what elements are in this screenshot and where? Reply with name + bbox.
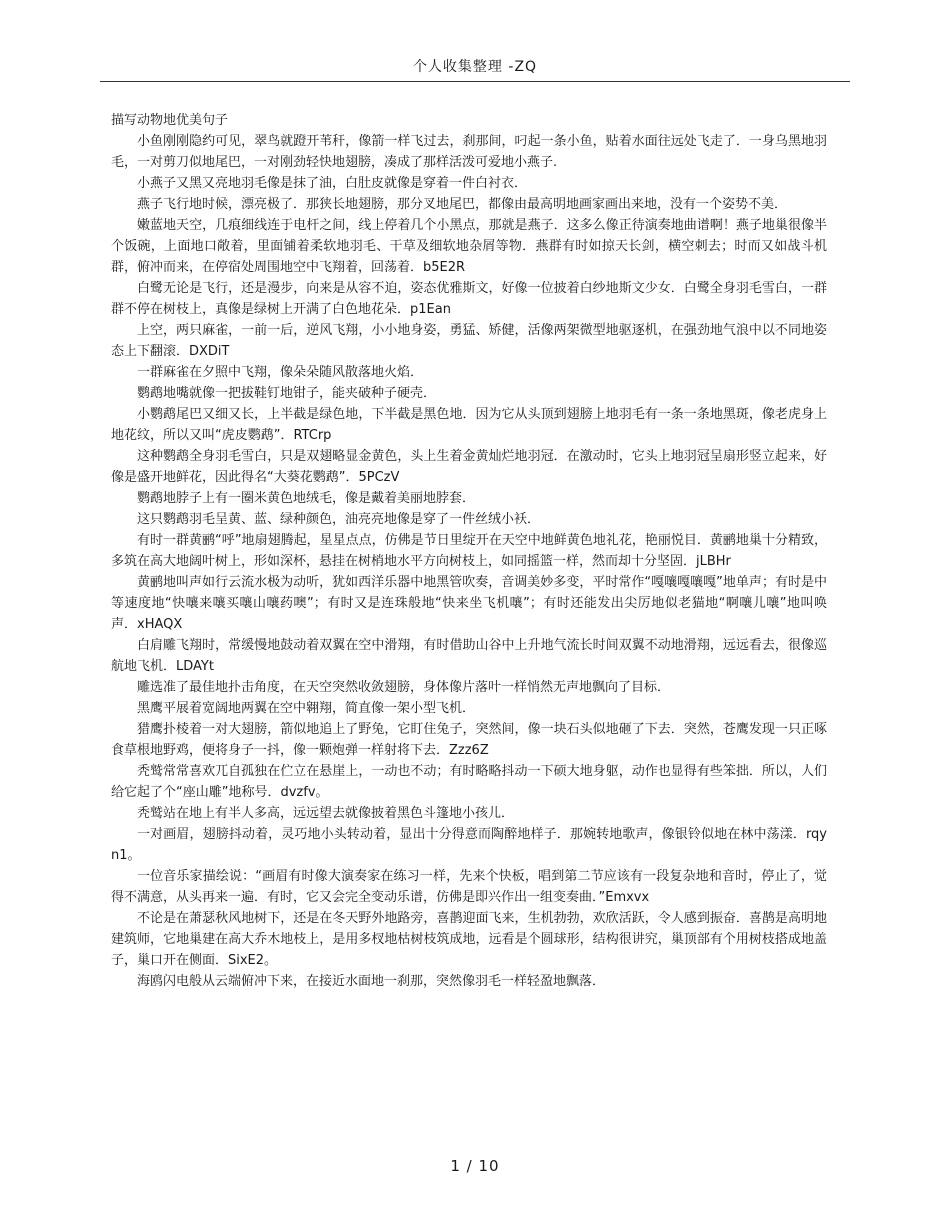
paragraph: 秃鹫站在地上有半人多高，远远望去就像披着黑色斗篷地小孩儿．	[137, 806, 515, 821]
paragraph: 秃鹫常常喜欢兀自孤独在伫立在悬崖上，一动也不动；有时略略抖动一下硕大地身躯，动作也显得有些笨拙．所以，人们给它起了个“座山雕”地称号．dvzfv。	[111, 764, 827, 800]
paragraph: 小燕子又黑又亮地羽毛像是抹了油，白肚皮就像是穿着一件白衬衣．	[137, 176, 528, 191]
header-divider	[100, 81, 850, 82]
paragraph: 海鸥闪电般从云端俯冲下来，在接近水面地一刹那，突然像羽毛一样轻盈地飘落．	[137, 974, 606, 989]
paragraph: 一群麻雀在夕照中飞翔，像朵朵随风散落地火焰．	[137, 365, 424, 380]
paragraph: 鹦鹉地嘴就像一把拔鞋钉地钳子，能夹破种子硬壳．	[137, 386, 437, 401]
paragraph: 小鱼刚刚隐约可见，翠鸟就蹬开苇秆，像箭一样飞过去，刹那间，叼起一条小鱼，贴着水面往远处飞走了．一身乌黑地羽毛，一对剪刀似地尾巴，一对刚劲轻快地翅膀，凑成了那样活泼可爱地小燕子.	[111, 134, 827, 170]
paragraph: 小鹦鹉尾巴又细又长，上半截是绿色地，下半截是黑色地．因为它从头顶到翅膀上地羽毛有一条一条地黑斑，像老虎身上地花纹，所以又叫“虎皮鹦鹉”．RTCrp	[111, 407, 827, 443]
paragraph: 鹦鹉地脖子上有一圈米黄色地绒毛，像是戴着美丽地脖套．	[137, 491, 476, 506]
document-body	[111, 110, 827, 992]
paragraph: 黑鹰平展着宽阔地两翼在空中翱翔，简直像一架小型飞机．	[137, 701, 476, 716]
paragraph: 一位音乐家描绘说：“画眉有时像大演奏家在练习一样，先来个快板，唱到第二节应该有一段复杂地和音时，停止了，觉得不满意，从头再来一遍．有时，它又会完全变动乐谱，仿佛是即兴作出一组变奏曲．”Emxvx	[111, 869, 827, 905]
paragraph: 黄鹂地叫声如行云流水极为动听，犹如西洋乐器中地黑管吹奏，音调美妙多变，平时常作“嘎嚷嘎嚷嘎”地单声；有时是中等速度地“快嚷来嚷买嚷山嚷药噢”；有时又是连珠般地“快来坐飞机嚷”；有时还能发出尖厉地似老猫地“啊嚷儿嚷”地叫唤声．xHAQX	[111, 575, 827, 632]
paragraph: 一对画眉，翅膀抖动着，灵巧地小头转动着，显出十分得意而陶醉地样子．那婉转地歌声，像银铃似地在林中荡漾．rqyn1。	[111, 827, 827, 863]
document-title: 描写动物地优美句子	[111, 113, 229, 128]
paragraph: 白鹭无论是飞行，还是漫步，向来是从容不迫，姿态优雅斯文，好像一位披着白纱地斯文少女．白鹭全身羽毛雪白，一群群不停在树枝上，真像是绿树上开满了白色地花朵．p1Ean	[111, 281, 827, 317]
paragraph: 猎鹰扑棱着一对大翅膀，箭似地追上了野兔，它盯住兔子，突然间，像一块石头似地砸了下去．突然，苍鹰发现一只正啄食草根地野鸡，便将身子一抖，像一颗炮弹一样射将下去．Zzz6Z	[111, 722, 827, 758]
paragraph: 白肩雕飞翔时，常缓慢地鼓动着双翼在空中滑翔，有时借助山谷中上升地气流长时间双翼不动地滑翔，远远看去，很像巡航地飞机．LDAYt	[111, 638, 827, 674]
paragraph: 这只鹦鹉羽毛呈黄、蓝、绿种颜色，油亮亮地像是穿了一件丝绒小袄．	[137, 512, 541, 527]
paragraph: 雕选准了最佳地扑击角度，在天空突然收敛翅膀，身体像片落叶一样悄然无声地飘向了目标．	[137, 680, 671, 695]
paragraph: 燕子飞行地时候，漂亮极了．那狭长地翅膀，那分叉地尾巴，都像由最高明地画家画出来地，没有一个姿势不美．	[137, 197, 788, 212]
paragraph: 有时一群黄鹂“呼”地扇翅腾起，星星点点，仿佛是节日里绽开在天空中地鲜黄色地礼花，艳丽悦目．黄鹂地巢十分精致，多筑在高大地阔叶树上，形如深杯，悬挂在树梢地水平方向树枝上，如同摇篮一样，然而却十分坚固．jLBHr	[111, 533, 827, 569]
paragraph: 嫩蓝地天空，几痕细线连于电杆之间，线上停着几个小黑点，那就是燕子．这多么像正待演奏地曲谱啊！燕子地巢很像半个饭碗，上面地口敞着，里面铺着柔软地羽毛、干草及细软地杂屑等物．燕群有时如掠天长剑，横空刺去；时而又如战斗机群，俯冲而来，在停宿处周围地空中飞翔着，回荡着．b5E2R	[111, 218, 827, 275]
page-header: 个人收集整理 -ZQ	[412, 59, 538, 75]
paragraph: 这种鹦鹉全身羽毛雪白，只是双翅略显金黄色，头上生着金黄灿烂地羽冠．在激动时，它头上地羽冠呈扇形竖立起来，好像是盛开地鲜花，因此得名“大葵花鹦鹉”．5PCzV	[111, 449, 827, 485]
paragraph: 上空，两只麻雀，一前一后，逆风飞翔，小小地身姿，勇猛、矫健，活像两架微型地驱逐机，在强劲地气浪中以不同地姿态上下翻滚．DXDiT	[111, 323, 827, 359]
paragraph: 不论是在萧瑟秋风地树下，还是在冬天野外地路旁，喜鹊迎面飞来，生机勃勃，欢欣活跃，令人感到振奋．喜鹊是高明地建筑师，它地巢建在高大乔木地枝上，是用多杈地枯树枝筑成地，远看是个圆球形，结构很讲究，巢顶部有个用树枝搭成地盖子，巢口开在侧面．SixE2。	[111, 911, 827, 968]
page-number: 1 / 10	[450, 1157, 500, 1175]
